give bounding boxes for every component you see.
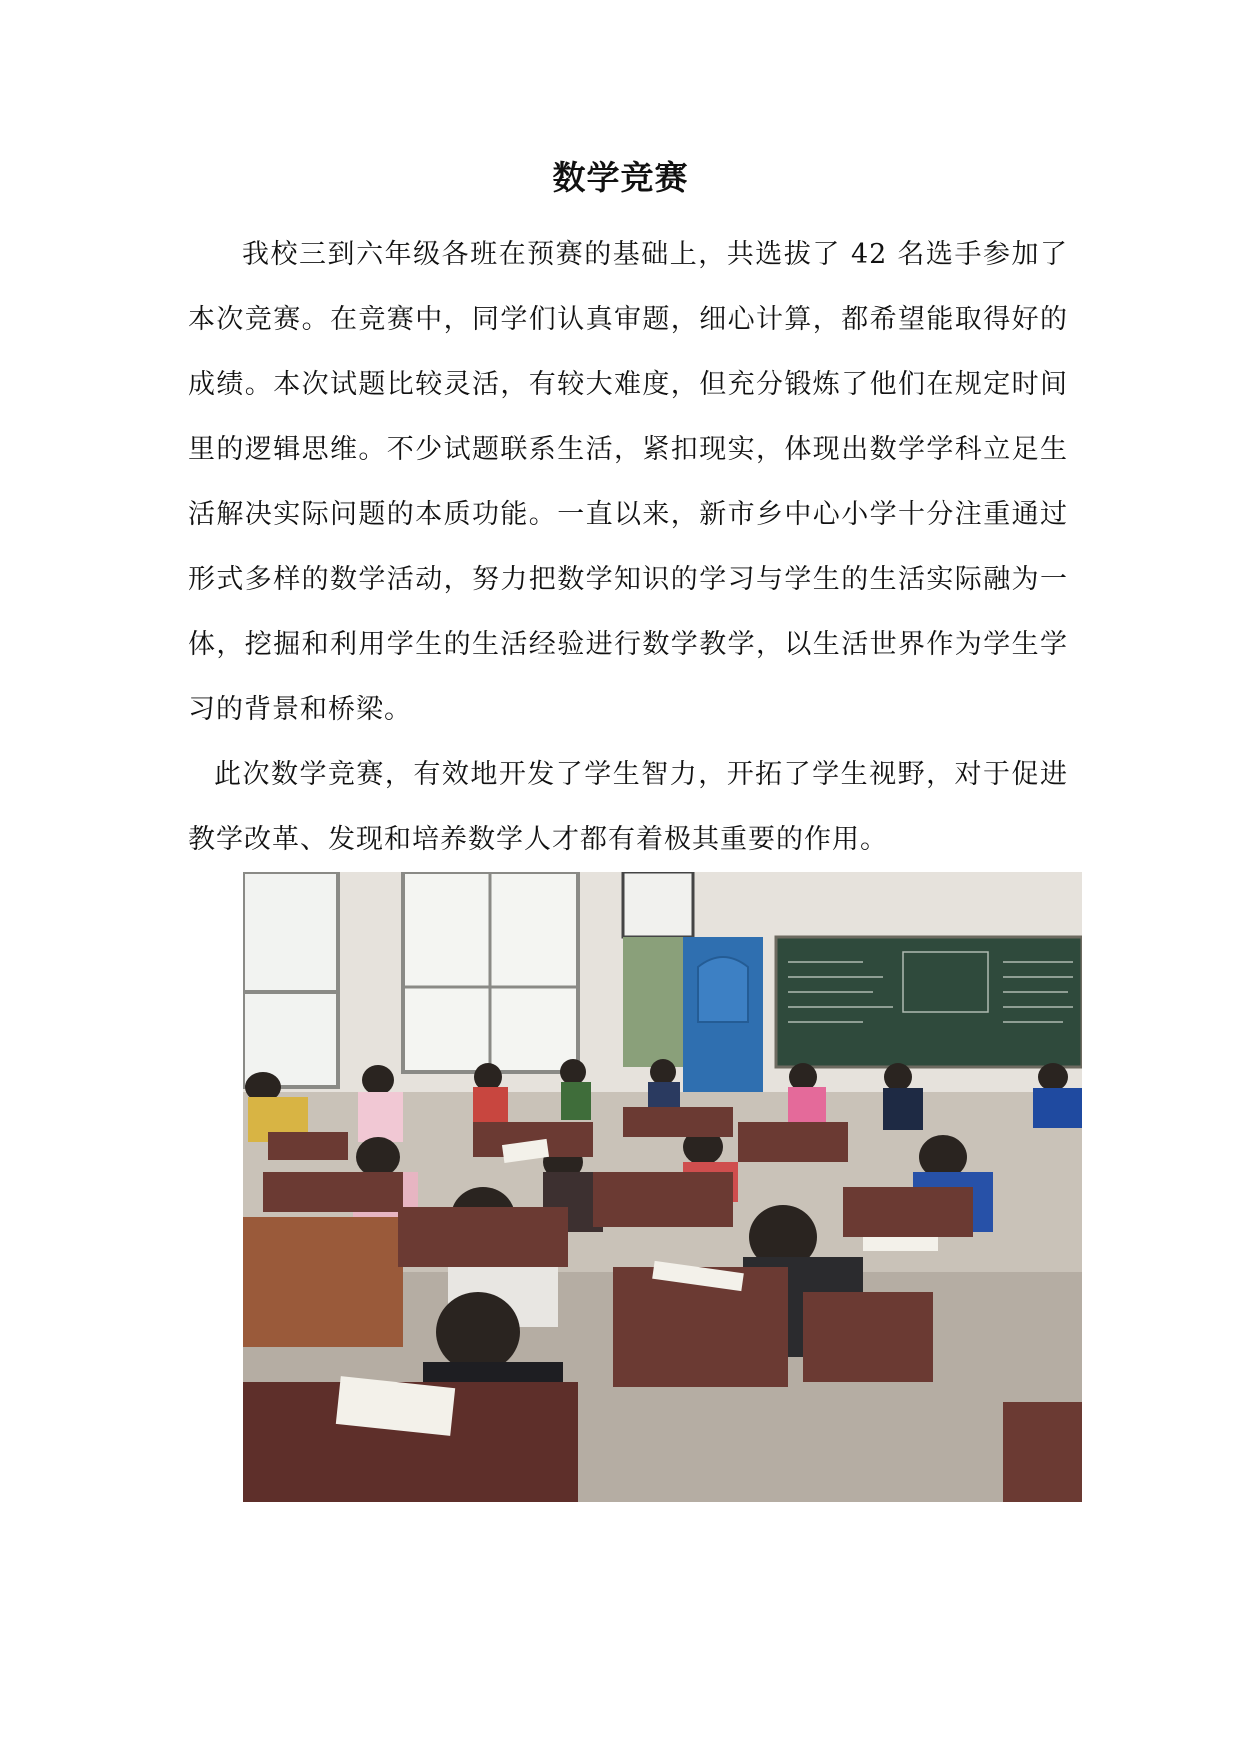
classroom-photo	[243, 872, 1082, 1502]
paragraph-1: 我校三到六年级各班在预赛的基础上，共选拔了 42 名选手参加了本次竞赛。在竞赛中，同学们认真审题，细心计算，都希望能取得好的成绩。本次试题比较灵活，有较大难度，但充分锻炼了他们在规定时间里的逻辑思维。不少试题联系生活，紧扣现实，体现出数学学科立足生活解决实际问题的本质功能。一直以来，新市乡中心小学十分注重通过形式多样的数学活动，努力把数学知识的学习与学生的生活实际融为一体，挖掘和利用学生的生活经验进行数学教学，以生活世界作为学生学习的背景和桥梁。	[188, 239, 1068, 725]
paragraph-2: 此次数学竞赛，有效地开发了学生智力，开拓了学生视野，对于促进教学改革、发现和培养数学人才都有着极其重要的作用。	[188, 759, 1068, 855]
document-body	[188, 222, 1068, 872]
document-title: 数学竞赛	[552, 158, 689, 197]
classroom-photo-illustration	[243, 872, 1082, 1502]
